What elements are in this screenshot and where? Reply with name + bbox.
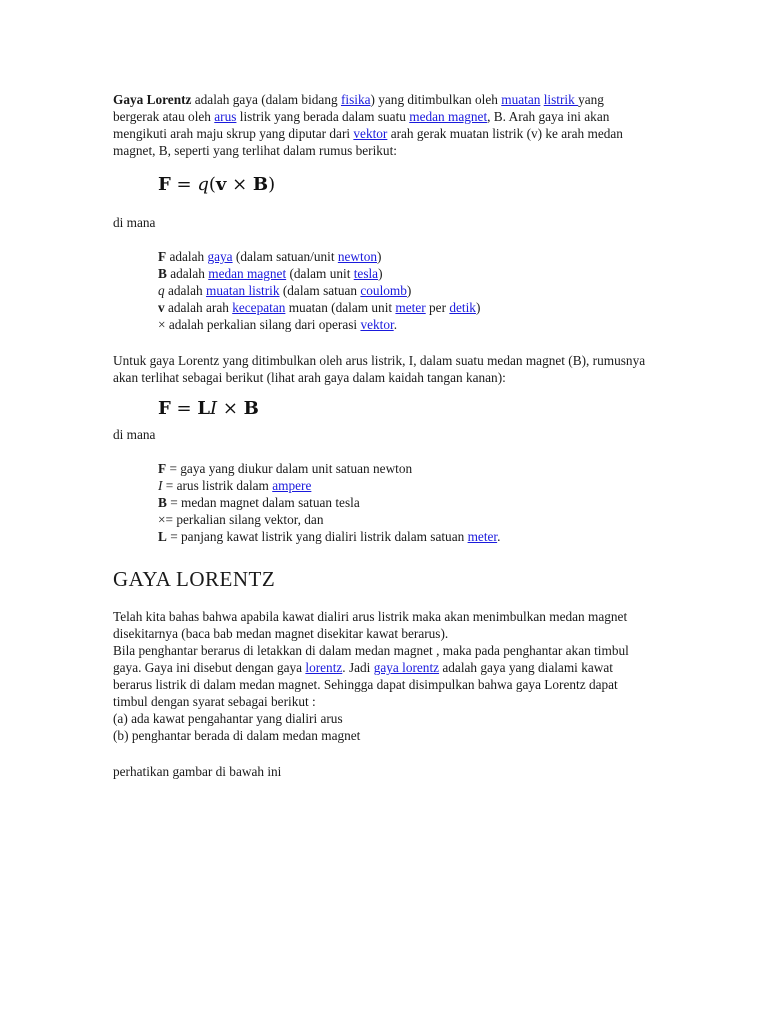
formula-symbol: I bbox=[209, 398, 218, 419]
list-item bbox=[158, 511, 653, 528]
list-item bbox=[158, 528, 653, 545]
text: = medan magnet dalam satuan tesla bbox=[166, 495, 360, 510]
text: = gaya yang diukur dalam unit satuan newton bbox=[166, 461, 413, 476]
link-meter[interactable]: meter bbox=[467, 529, 498, 544]
text: adalah gaya (dalam bidang bbox=[191, 92, 341, 107]
list-item bbox=[158, 477, 653, 494]
di-mana-label: di mana bbox=[113, 215, 156, 230]
symbol: × bbox=[158, 317, 166, 332]
symbol: L bbox=[158, 529, 167, 544]
formula-lorentz-charge bbox=[158, 173, 653, 197]
list-item bbox=[158, 248, 653, 265]
condition-a: (a) ada kawat pengahantar yang dialiri arus bbox=[113, 711, 343, 726]
text: , B. Arah gaya ini akan mengikuti arah maju skrup yang diputar dari bbox=[113, 109, 610, 141]
list-item bbox=[158, 316, 653, 333]
text: = panjang kawat listrik yang dialiri listrik dalam satuan bbox=[166, 529, 468, 544]
list-item bbox=[158, 460, 653, 477]
text bbox=[113, 642, 653, 710]
link-newton[interactable]: newton bbox=[337, 249, 377, 264]
link-arus[interactable]: arus bbox=[214, 109, 237, 124]
paragraph-perhatikan: perhatikan gambar di bawah ini bbox=[113, 764, 282, 779]
text: ) bbox=[475, 300, 481, 315]
document-page bbox=[113, 91, 653, 780]
text: ) bbox=[378, 266, 383, 281]
link-coulomb[interactable]: coulomb bbox=[360, 283, 407, 298]
list-item bbox=[158, 265, 653, 282]
link-medan-magnet[interactable]: medan magnet bbox=[409, 109, 488, 124]
link-gaya[interactable]: gaya bbox=[207, 249, 233, 264]
formula-symbol: ) bbox=[268, 174, 276, 195]
text: adalah gaya yang dialami kawat berarus listrik di dalam medan magnet. Sehingga dapat disimpulkan bahwa gaya Lorentz dapat timbul dengan syarat sebagai berikut : bbox=[113, 660, 618, 709]
link-ampere[interactable]: ampere bbox=[272, 478, 312, 493]
text: . Jadi bbox=[342, 660, 374, 675]
formula-lorentz-current bbox=[158, 397, 653, 421]
symbol: F bbox=[158, 249, 167, 264]
intro-paragraph bbox=[113, 91, 653, 159]
symbol: v bbox=[158, 300, 165, 315]
text: yang bergerak atau oleh bbox=[113, 92, 604, 124]
text: . bbox=[497, 529, 501, 544]
text: ) bbox=[406, 283, 412, 298]
link-fisika[interactable]: fisika bbox=[340, 92, 371, 107]
formula-symbol: L bbox=[197, 398, 210, 419]
text: adalah bbox=[166, 266, 209, 281]
definition-list-1 bbox=[158, 248, 653, 333]
link-kecepatan[interactable]: kecepatan bbox=[232, 300, 286, 315]
text: ) bbox=[377, 249, 382, 264]
text: per bbox=[425, 300, 450, 315]
symbol: B bbox=[158, 495, 167, 510]
text: Bila penghantar berarus di letakkan di dalam medan magnet , maka pada penghantar akan timbul gaya. Gaya ini disebut dengan gaya bbox=[113, 643, 629, 675]
symbol: B bbox=[158, 266, 167, 281]
link-muatan[interactable]: muatan bbox=[501, 92, 541, 107]
formula-symbol: ( bbox=[208, 174, 216, 195]
link-vektor[interactable]: vektor bbox=[353, 126, 388, 141]
formula-symbol: × bbox=[226, 174, 253, 195]
link-medan-magnet[interactable]: medan magnet bbox=[208, 266, 287, 281]
text: adalah perkalian silang dari operasi bbox=[165, 317, 361, 332]
section-heading: GAYA LORENTZ bbox=[113, 567, 276, 591]
condition-b: (b) penghantar berada di dalam medan magnet bbox=[113, 728, 361, 743]
link-lorentz[interactable]: lorentz bbox=[305, 660, 343, 675]
formula-symbol: B bbox=[243, 398, 259, 419]
list-item bbox=[158, 494, 653, 511]
term-gaya-lorentz: Gaya Lorentz bbox=[113, 92, 192, 107]
link-listrik[interactable]: listrik bbox=[543, 92, 579, 107]
text: (dalam satuan bbox=[279, 283, 361, 298]
di-mana-label: di mana bbox=[113, 427, 156, 442]
text: = perkalian silang vektor, dan bbox=[165, 512, 324, 527]
list-item bbox=[158, 299, 653, 316]
text: . bbox=[393, 317, 398, 332]
formula-symbol: × bbox=[217, 398, 244, 419]
text: muatan (dalam unit bbox=[285, 300, 396, 315]
text: listrik yang berada dalam suatu bbox=[236, 109, 410, 124]
text: adalah bbox=[164, 283, 207, 298]
link-detik[interactable]: detik bbox=[449, 300, 476, 315]
text: adalah bbox=[166, 249, 208, 264]
link-meter[interactable]: meter bbox=[395, 300, 426, 315]
formula-symbol: q bbox=[197, 174, 209, 195]
link-gaya-lorentz[interactable]: gaya lorentz bbox=[373, 660, 440, 675]
formula-symbol: F bbox=[158, 174, 171, 195]
link-muatan-listrik[interactable]: muatan listrik bbox=[206, 283, 280, 298]
text: ) yang ditimbulkan oleh bbox=[370, 92, 502, 107]
text: (dalam unit bbox=[286, 266, 354, 281]
paragraph-arus-listrik: Untuk gaya Lorentz yang ditimbulkan oleh arus listrik, I, dalam suatu medan magnet (B), rumusnya akan terlihat sebagai berikut (lihat arah gaya dalam kaidah tangan kanan): bbox=[113, 353, 646, 385]
formula-symbol: F bbox=[158, 398, 171, 419]
link-tesla[interactable]: tesla bbox=[353, 266, 379, 281]
formula-symbol: B bbox=[252, 174, 269, 195]
symbol: × bbox=[158, 512, 166, 527]
text: = arus listrik dalam bbox=[162, 478, 273, 493]
definition-list-2 bbox=[158, 460, 653, 545]
link-vektor[interactable]: vektor bbox=[360, 317, 394, 332]
formula-symbol: = bbox=[170, 398, 198, 419]
formula-symbol: = bbox=[170, 174, 198, 195]
symbol: F bbox=[158, 461, 167, 476]
text: Telah kita bahas bahwa apabila kawat dialiri arus listrik maka akan menimbulkan medan magnet disekitarnya (baca bab medan magnet disekitar kawat berarus). bbox=[113, 609, 628, 641]
paragraph-gaya-lorentz bbox=[113, 608, 653, 744]
list-item bbox=[158, 282, 653, 299]
symbol: I bbox=[158, 478, 163, 493]
text: (dalam satuan/unit bbox=[232, 249, 338, 264]
text: adalah arah bbox=[164, 300, 233, 315]
symbol: q bbox=[158, 283, 165, 298]
text: arah gerak muatan listrik (v) ke arah medan magnet, B, seperti yang terlihat dalam rumus berikut: bbox=[113, 126, 623, 158]
formula-symbol: v bbox=[215, 174, 227, 195]
